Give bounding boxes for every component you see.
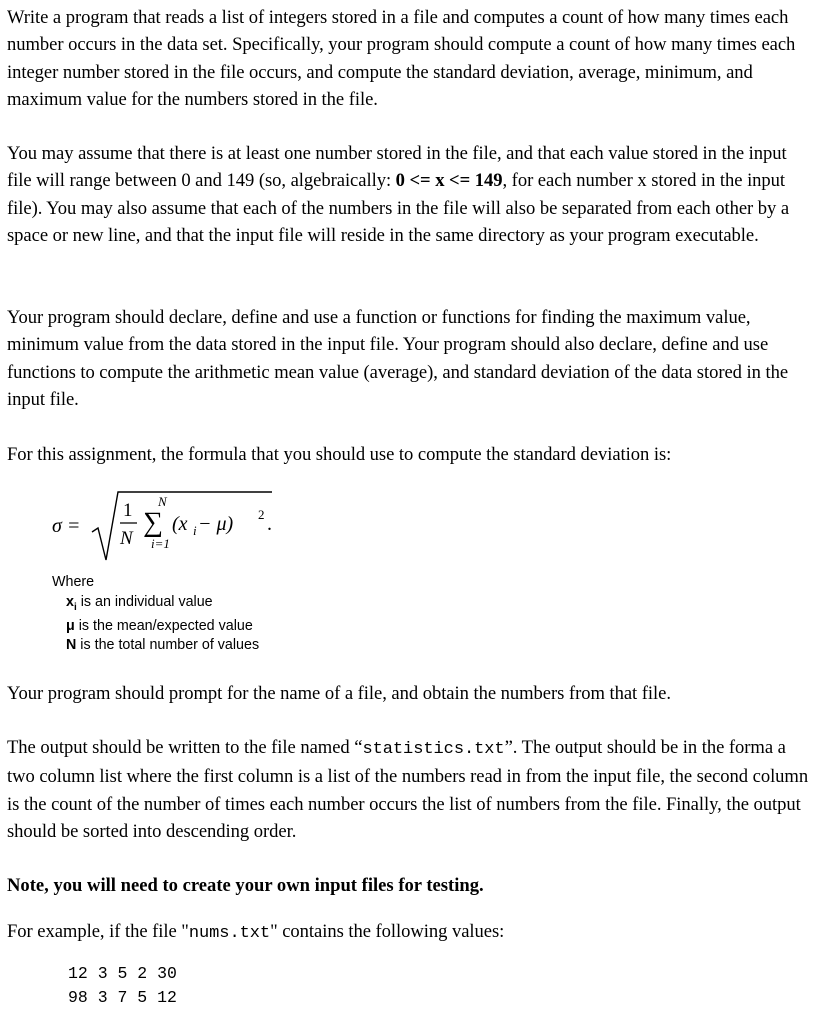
formula-period: .	[267, 513, 272, 535]
sum-upper-limit: N	[158, 494, 167, 509]
paragraph-example	[7, 918, 813, 947]
legend-x-symbol: x	[66, 593, 74, 610]
paragraph-formula-intro: For this assignment, the formula that you should use to compute the standard deviation is:	[7, 444, 672, 465]
paragraph-intro: Write a program that reads a list of integers stored in a file and computes a count of how many times each number occurs in the data set. Specifically, your program should compute a count of how many times each integer number stored in the file occurs, and compute the standard deviation, average, minimum, and maximum value for the numbers stored in the file.	[7, 7, 796, 111]
formula-body-rest: − μ)	[198, 513, 234, 535]
legend-x-subscript: i	[73, 601, 77, 613]
example-values	[68, 962, 177, 1010]
legend-x	[52, 593, 259, 617]
formula-denominator: N	[120, 528, 133, 549]
legend-mu-symbol: μ	[66, 617, 75, 634]
legend-n-symbol: N	[66, 637, 77, 654]
legend-mu	[52, 617, 259, 637]
example-text-start: For example, if the file "	[7, 921, 189, 942]
legend-n-text: is the total number of values	[76, 637, 260, 654]
output-filename: statistics.txt	[362, 740, 505, 759]
example-filename: nums.txt	[188, 924, 271, 943]
assumptions-text-start: You may assume that there is at least one number stored in the file, and that each value stored in the input file will range between 0 and 149 (so, algebraically:	[7, 143, 787, 192]
example-text-end: " contains the following values:	[270, 921, 505, 942]
paragraph-assumptions	[7, 140, 813, 250]
formula-body-open: (x	[172, 513, 188, 535]
output-text-start: The output should be written to the file named “	[7, 737, 363, 758]
formula-legend	[52, 573, 259, 656]
assumptions-text-end: , for each number x stored in the input file). You may also assume that each of the numbers in the file will also be separated from each other by a space or new line, and that the input file will reside in the same directory as your program executable.	[7, 170, 790, 247]
output-text-end: ”. The output should be in the forma a two column list where the first column is a list of the numbers read in from the input file, the second column is the count of the number of times each number occurs the list of numbers from the file. Finally, the output should be sorted into descending order.	[7, 737, 809, 843]
formula-numerator: 1	[123, 500, 133, 521]
range-expression: 0 <= x <= 149	[395, 170, 503, 192]
example-line: 98 3 7 5 12	[68, 988, 177, 1007]
paragraph-prompt: Your program should prompt for the name of a file, and obtain the numbers from that file.	[7, 683, 671, 704]
legend-title: Where	[52, 574, 95, 590]
legend-mu-text: is the mean/expected value	[74, 617, 253, 634]
formula-exponent: 2	[258, 507, 265, 522]
paragraph-output	[7, 734, 813, 846]
legend-n	[52, 636, 259, 656]
testing-note: Note, you will need to create your own input files for testing.	[7, 875, 484, 896]
sum-lower-limit: i=1	[151, 536, 170, 551]
std-dev-formula	[0, 486, 360, 566]
formula-subscript-i: i	[193, 523, 197, 538]
paragraph-functions: Your program should declare, define and use a function or functions for finding the maximum value, minimum value from the data stored in the input file. Your program should also declare, define and use functions to compute the arithmetic mean value (average), and standard deviation of the data stored in the input file.	[7, 307, 789, 411]
legend-x-text: is an individual value	[76, 593, 213, 610]
summation-icon: ∑	[143, 507, 163, 538]
example-line: 12 3 5 2 30	[68, 964, 177, 983]
formula-lhs: σ =	[52, 515, 81, 537]
